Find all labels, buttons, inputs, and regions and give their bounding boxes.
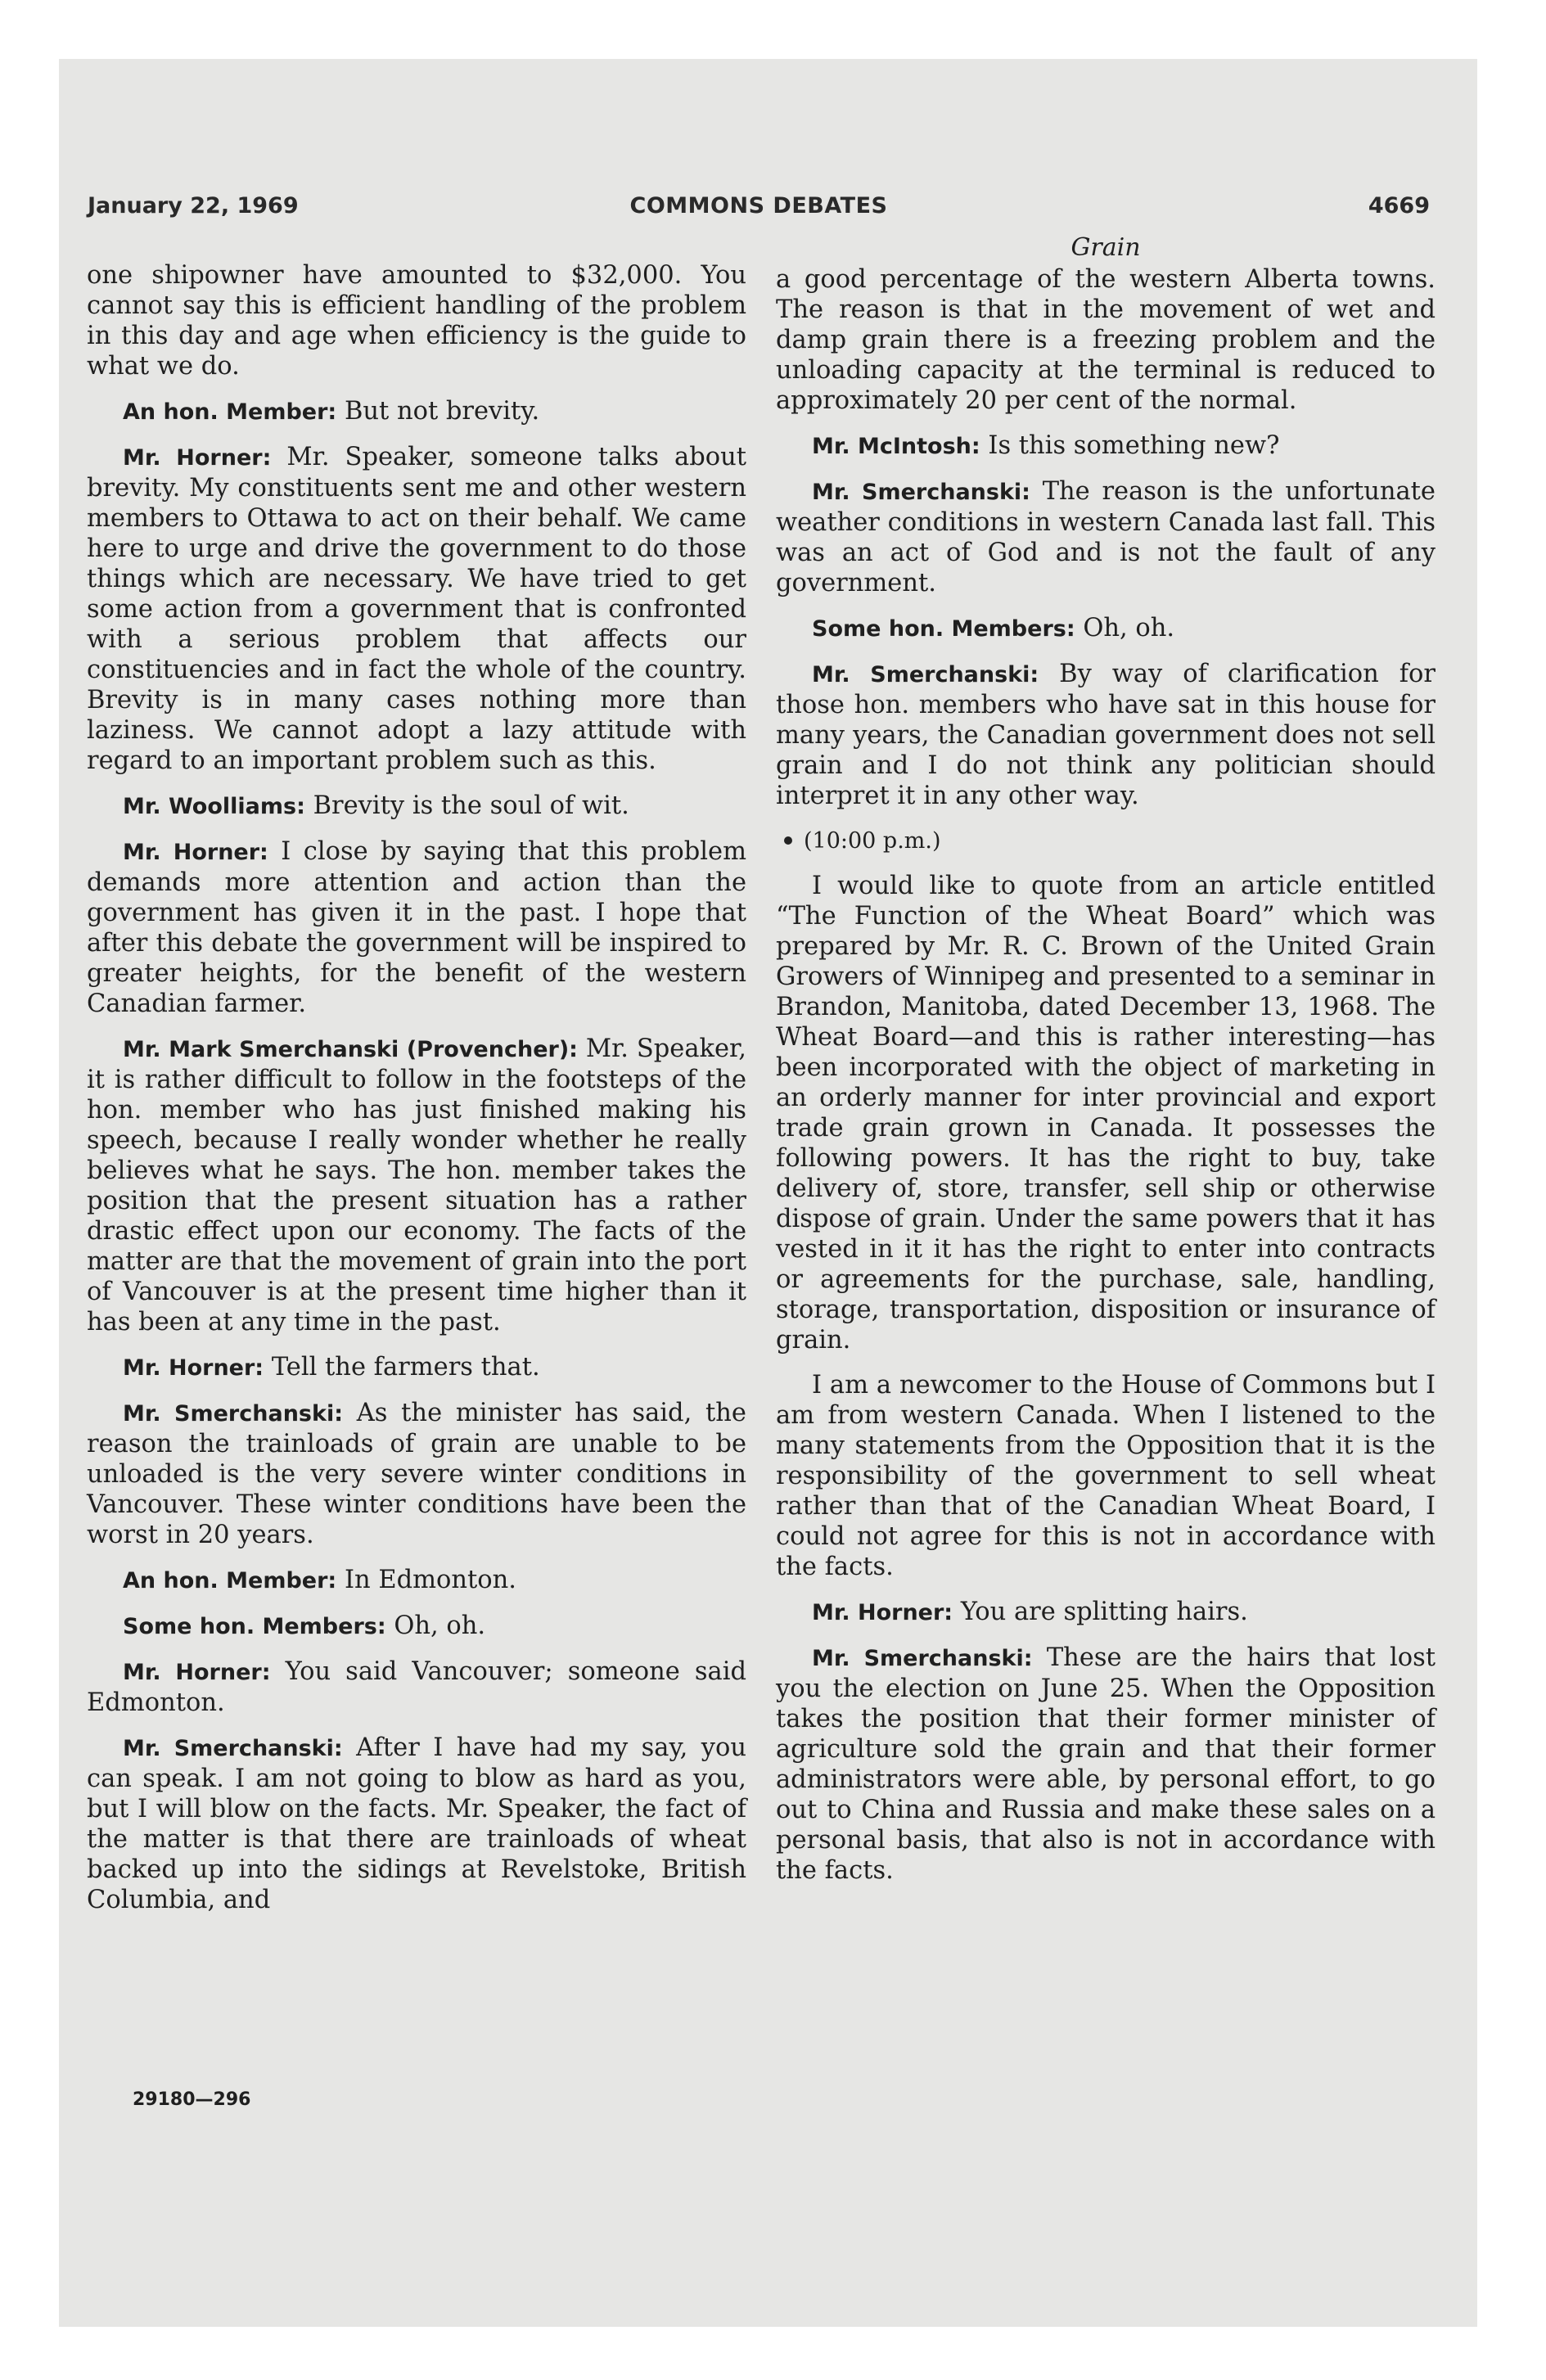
speaker-name: Mr. Horner: xyxy=(123,840,268,865)
paragraph xyxy=(776,659,1436,811)
speaker-name: Mr. Mark Smerchanski (Provencher): xyxy=(123,1037,578,1062)
right-column-before-time xyxy=(776,264,1436,811)
paragraph xyxy=(87,1733,746,1915)
paragraph-text: Mr. Speaker, it is rather difficult to follow in the footsteps of the hon. member who has just finished making his speech, because I really wonder whether he really believes what he says. The hon. member takes the position that the present situation has a rather drastic effect upon our economy. The facts of the matter are that the movement of grain into the port of Vancouver is at the present time higher than it has been at any time in the past. xyxy=(87,1034,746,1336)
paragraph xyxy=(87,1034,746,1337)
paragraph xyxy=(87,1611,746,1642)
paragraph xyxy=(87,1398,746,1550)
paragraph xyxy=(776,871,1436,1355)
paragraph xyxy=(776,613,1436,644)
speaker-name: Mr. Horner: xyxy=(812,1600,953,1625)
paragraph-text: After I have had my say, you can speak. I am not going to blow as hard as you, but I will blow on the facts. Mr. Speaker, the fact of the matter is that there are trainloads of wheat backed up into the sidings at Revelstoke, British Columbia, and xyxy=(87,1733,746,1914)
speaker-name: Mr. Smerchanski: xyxy=(812,662,1039,687)
paragraph-text: But not brevity. xyxy=(344,397,540,426)
bullet-icon xyxy=(784,836,792,845)
right-column-after-time xyxy=(776,871,1436,1886)
page-number: 4669 xyxy=(1368,193,1430,219)
speaker-name: Mr. Smerchanski: xyxy=(812,480,1030,505)
paragraph xyxy=(87,1352,746,1383)
page-header xyxy=(88,193,1430,229)
paragraph-text: Mr. Speaker, someone talks about brevity. My constituents sent me and other western members to Ottawa to act on their behalf. We came here to urge and drive the government to do those things which are necessary. We have tried to get some action from a government that is confronted with a serious problem that affects our constituencies and in fact the whole of the country. Brevity is in many cases nothing more than laziness. We cannot adopt a lazy attitude with regard to an important problem such as this. xyxy=(87,443,746,775)
paragraph xyxy=(87,260,746,381)
paragraph xyxy=(776,1597,1436,1628)
paragraph-text: I am a newcomer to the House of Commons but I am from western Canada. When I listened to the many statements from the Opposition that it is the responsibility of the government to sell wheat rather than that of the Canadian Wheat Board, I could not agree for this is not in accordance with the facts. xyxy=(776,1371,1436,1581)
paragraph-text: Tell the farmers that. xyxy=(271,1353,540,1382)
paragraph xyxy=(776,430,1436,462)
speaker-name: Mr. Smerchanski: xyxy=(123,1736,343,1761)
paragraph-text: In Edmonton. xyxy=(344,1566,516,1594)
speaker-name: Some hon. Members: xyxy=(123,1614,386,1639)
left-column xyxy=(87,260,746,1930)
footer-code: 29180—296 xyxy=(133,2089,251,2110)
speaker-name: Mr. Horner: xyxy=(123,445,272,471)
paragraph-text: These are the hairs that lost you the election on June 25. When the Opposition takes the position that their former minister of agriculture sold the grain and that their former administrators were able, by personal effort, to go out to China and Russia and make these sales on a personal basis, that also is not in accordance with the facts. xyxy=(776,1643,1436,1885)
right-column xyxy=(776,232,1436,1900)
section-heading: Grain xyxy=(1070,233,1141,262)
paragraph xyxy=(87,836,746,1019)
paragraph xyxy=(87,791,746,822)
header-title: COMMONS DEBATES xyxy=(629,193,888,219)
paragraph-text: a good percentage of the western Alberta towns. The reason is that in the movement of wet and damp grain there is a freezing problem and the unloading capacity at the terminal is reduced to approximately 20 per cent of the normal. xyxy=(776,265,1436,415)
time-marker-row xyxy=(776,826,1436,856)
paragraph xyxy=(776,476,1436,598)
speaker-name: An hon. Member: xyxy=(123,1568,337,1593)
paragraph-text: By way of clarification for those hon. members who have sat in this house for many years, the Canadian government does not sell grain and I do not think any politician should interpret it in any other way. xyxy=(776,660,1436,810)
paragraph xyxy=(87,396,746,427)
paragraph-text: one shipowner have amounted to $32,000. You cannot say this is efficient handling of the problem in this day and age when efficiency is the guide to what we do. xyxy=(87,261,746,381)
paragraph xyxy=(776,1370,1436,1582)
time-marker: (10:00 p.m.) xyxy=(804,828,941,854)
paragraph-text: I close by saying that this problem demands more attention and action than the government has given it in the past. I hope that after this debate the government will be inspired to greater heights, for the benefit of the western Canadian farmer. xyxy=(87,837,746,1018)
speaker-name: Mr. Smerchanski: xyxy=(812,1646,1033,1671)
speaker-name: Mr. Horner: xyxy=(123,1660,271,1685)
speaker-name: Mr. Smerchanski: xyxy=(123,1401,343,1427)
paragraph-text: You said Vancouver; someone said Edmonton. xyxy=(87,1657,746,1717)
paragraph-text: As the minister has said, the reason the trainloads of grain are unable to be unloaded is the very severe winter conditions in Vancouver. These winter conditions have been the worst in 20 years. xyxy=(87,1399,746,1549)
paragraph xyxy=(87,442,746,776)
paragraph xyxy=(87,1657,746,1718)
paragraph-text: I would like to quote from an article entitled “The Function of the Wheat Board” which was prepared by Mr. R. C. Brown of the United Grain Growers of Winnipeg and presented to a seminar in Brandon, Manitoba, dated December 13, 1968. The Wheat Board—and this is rather interesting—has been incorporated with the object of marketing in an orderly manner for inter provincial and export trade grain grown in Canada. It possesses the following powers. It has the right to buy, take delivery of, store, transfer, sell ship or otherwise dispose of grain. Under the same powers that it has vested in it it has the right to enter into contracts or agreements for the purchase, sale, handling, storage, transportation, disposition or insurance of grain. xyxy=(776,872,1436,1355)
paragraph xyxy=(776,264,1436,416)
paragraph-text: Oh, oh. xyxy=(1083,614,1175,642)
speaker-name: An hon. Member: xyxy=(123,399,337,425)
speaker-name: Mr. Woolliams: xyxy=(123,794,305,819)
header-date: January 22, 1969 xyxy=(88,193,299,219)
paragraph-text: You are splitting hairs. xyxy=(960,1598,1248,1626)
speaker-name: Mr. McIntosh: xyxy=(812,434,980,459)
paragraph-text: Oh, oh. xyxy=(394,1611,486,1640)
paragraph-text: Is this something new? xyxy=(988,431,1280,460)
paragraph xyxy=(87,1565,746,1596)
paragraph-text: Brevity is the soul of wit. xyxy=(313,791,629,820)
paragraph xyxy=(776,1643,1436,1886)
paragraph-text: The reason is the unfortunate weather conditions in western Canada last fall. This was an act of God and is not the fault of any government. xyxy=(776,477,1436,597)
speaker-name: Some hon. Members: xyxy=(812,616,1075,642)
speaker-name: Mr. Horner: xyxy=(123,1355,264,1381)
